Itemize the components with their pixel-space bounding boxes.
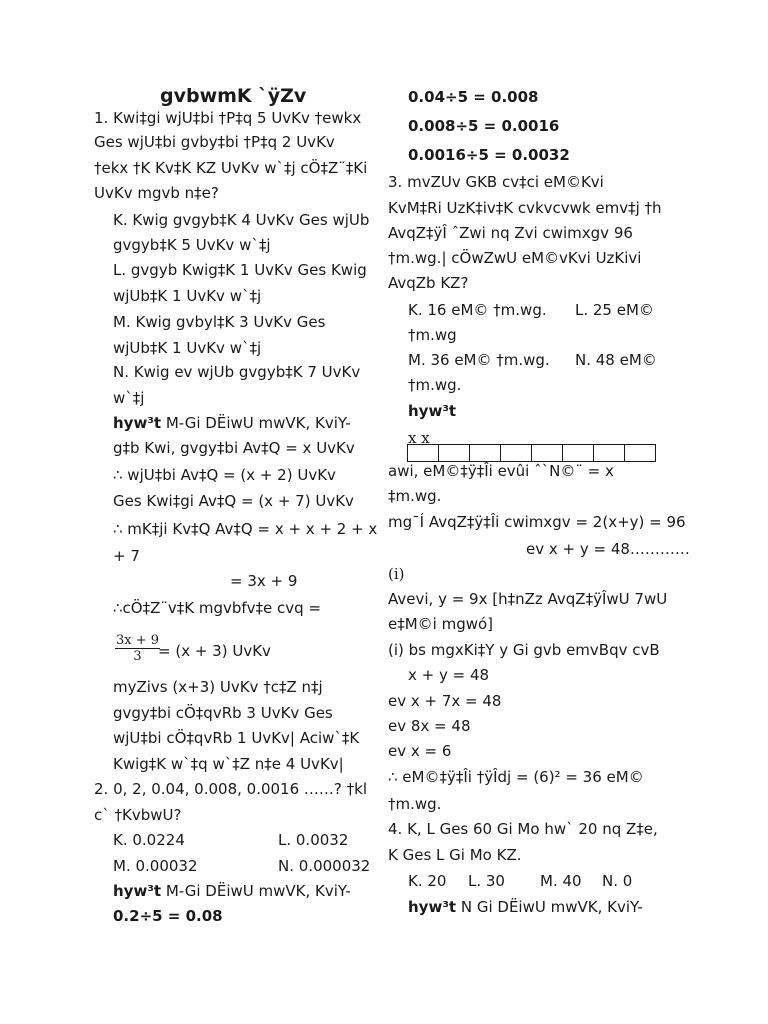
q3-work-1: awi, eM©‡ÿ‡Îi evûi ˆ`N©¨ = x (388, 462, 614, 480)
q2-calc-3: 0.008÷5 = 0.0016 (408, 117, 560, 135)
q1-fraction-denominator: 3 (133, 649, 142, 664)
q3-work-5: (i) (388, 565, 405, 583)
q4-option-l: L. 30 (468, 872, 505, 890)
square-4 (500, 444, 532, 462)
q1-line-1: 1. Kwi‡gi wjU‡bi †P‡q 5 UvKv †ewkx (94, 109, 362, 127)
q1-solution-1: g‡b Kwi, gvgy‡bi Av‡Q = x UvKv (113, 439, 355, 457)
q3-work-2: ‡m.wg. (388, 487, 442, 505)
q1-option-n: N. Kwig ev wjUb gvgyb‡K 7 UvKv (113, 363, 361, 381)
q1-solution-2: ∴ wjU‡bi Av‡Q = (x + 2) UvKv (113, 466, 336, 484)
q3-work-6: Avevi, y = 9x [h‡nZz AvqZ‡ÿÎwU 7wU (388, 590, 668, 608)
q1-solution-5: + 7 (113, 547, 140, 565)
q3-work-3: mg¯Í AvqZ‡ÿ‡Îi cwimxgv = 2(x+y) = 96 (388, 513, 686, 531)
q3-square-labels: x x (408, 429, 430, 447)
q1-solution-11: Kwig‡K w`‡q w`‡Z n‡e 4 UvKv| (113, 755, 344, 773)
q1-answer (113, 413, 351, 433)
square-3 (469, 444, 501, 462)
q1-solution-10: wjU‡bi cÖ‡qvRb 1 UvKv| Aciw`‡K (113, 729, 360, 747)
q1-answer-text: M-Gi DËiwU mwVK, KviY- (165, 414, 351, 432)
q1-solution-8: myZivs (x+3) UvKv †c‡Z n‡j (113, 678, 323, 696)
seven-squares-diagram (408, 444, 656, 462)
q3-line-3: AvqZ‡ÿÎ ˆZwi nq Zvi cwimxgv 96 (388, 224, 633, 242)
square-5 (531, 444, 563, 462)
q1-line-3: †ekx †K Kv‡K KZ UvKv w`‡j cÖ‡Z¨‡Ki (94, 159, 368, 177)
q2-answer (113, 881, 351, 901)
q3-option-l-cont: †m.wg (408, 326, 457, 344)
q3-option-l: L. 25 eM© (575, 301, 654, 319)
q1-option-l: L. gvgyb Kwig‡K 1 UvKv Ges Kwig (113, 261, 367, 279)
q2-calc-2: 0.04÷5 = 0.008 (408, 88, 539, 106)
q3-work-7: e‡M©i mgwó] (388, 615, 494, 633)
square-2 (438, 444, 470, 462)
q4-line-1: 4. K, L Ges 60 Gi Mo hw` 20 nq Z‡e, (388, 820, 658, 838)
q3-work-8: (i) bs mgxKi‡Y y Gi gvb emvBqv cvB (388, 641, 660, 659)
q1-solution-6: = 3x + 9 (230, 572, 298, 590)
q4-answer-text: N Gi DËiwU mwVK, KviY- (460, 898, 643, 916)
q3-option-n: N. 48 eM© (575, 351, 657, 369)
q2-calc-1: 0.2÷5 = 0.08 (113, 907, 223, 925)
q2-answer-text: M-Gi DËiwU mwVK, KviY- (165, 882, 351, 900)
q1-option-k-cont: gvgyb‡K 5 UvKv w`‡j (113, 236, 271, 254)
q4-answer-label: hyw³t (408, 898, 457, 916)
q1-line-2: Ges wjU‡bi gvby‡bi †P‡q 2 UvKv (94, 133, 335, 151)
q1-fraction-result: = (x + 3) UvKv (158, 642, 271, 660)
square-6 (562, 444, 594, 462)
q1-option-m: M. Kwig gvbyl‡K 3 UvKv Ges (113, 313, 326, 331)
q3-line-4: †m.wg.| cÖwZwU eM©vKvi UzKivi (388, 249, 642, 267)
q2-option-m: M. 0.00032 (113, 857, 198, 875)
left-column (0, 0, 380, 1024)
q4-option-n: N. 0 (602, 872, 633, 890)
q3-answer-label: hyw³t (408, 402, 457, 420)
q1-solution-7: ∴cÖ‡Z¨v‡K mgvbfv‡e cvq = (113, 599, 322, 617)
right-column (388, 0, 758, 1024)
q3-work-13: ∴ eM©‡ÿ‡Îi †ÿÎdj = (6)² = 36 eM© (388, 768, 644, 786)
q3-option-k: K. 16 eM© †m.wg. (408, 301, 547, 319)
q1-fraction-numerator: 3x + 9 (116, 633, 160, 648)
q1-solution-3: Ges Kwi‡gi Av‡Q = (x + 7) UvKv (113, 492, 354, 510)
q4-answer (408, 897, 643, 917)
q2-line-1: 2. 0, 2, 0.04, 0.008, 0.0016 ……? †kl (94, 780, 367, 798)
q3-option-m: M. 36 eM© †m.wg. (408, 351, 550, 369)
q1-line-4: UvKv mgvb n‡e? (94, 184, 219, 202)
q3-work-9: x + y = 48 (408, 666, 490, 684)
q3-line-2: KvM‡Ri UzK‡iv‡K cvkvcvwk emv‡j †h (388, 199, 662, 217)
q1-option-n-cont: w`‡j (113, 389, 145, 407)
q3-work-11: ev 8x = 48 (388, 717, 471, 735)
q3-line-5: AvqZb KZ? (388, 274, 469, 292)
q1-option-k: K. Kwig gvgyb‡K 4 UvKv Ges wjUb (113, 211, 370, 229)
q3-work-12: ev x = 6 (388, 742, 452, 760)
q1-option-m-cont: wjUb‡K 1 UvKv w`‡j (113, 339, 262, 357)
q4-option-k: K. 20 (408, 872, 447, 890)
square-7 (593, 444, 625, 462)
q3-work-10: ev x + 7x = 48 (388, 692, 502, 710)
q3-work-4: ev x + y = 48………… (526, 540, 690, 558)
q2-line-2: c` †KvbwU? (94, 806, 182, 824)
q4-line-2: K Ges L Gi Mo KZ. (388, 846, 522, 864)
q1-option-l-cont: wjUb‡K 1 UvKv w`‡j (113, 287, 262, 305)
q2-option-l: L. 0.0032 (278, 831, 349, 849)
page-title: gvbwmK `ÿZv (160, 85, 307, 107)
q2-calc-4: 0.0016÷5 = 0.0032 (408, 146, 570, 164)
q2-answer-label: hyw³t (113, 882, 162, 900)
q4-option-m: M. 40 (540, 872, 582, 890)
square-1 (407, 444, 439, 462)
square-8 (624, 444, 656, 462)
q2-option-k: K. 0.0224 (113, 831, 185, 849)
q1-solution-4: ∴ mK‡ji Kv‡Q Av‡Q = x + x + 2 + x (113, 520, 378, 538)
q3-work-14: †m.wg. (388, 795, 442, 813)
q3-line-1: 3. mvZUv GKB cv‡ci eM©Kvi (388, 173, 604, 191)
q3-option-n-cont: †m.wg. (408, 376, 462, 394)
q1-answer-label: hyw³t (113, 414, 162, 432)
q1-solution-9: gvgy‡bi cÖ‡qvRb 3 UvKv Ges (113, 704, 333, 722)
q1-fraction (115, 633, 160, 664)
q2-option-n: N. 0.000032 (278, 857, 371, 875)
